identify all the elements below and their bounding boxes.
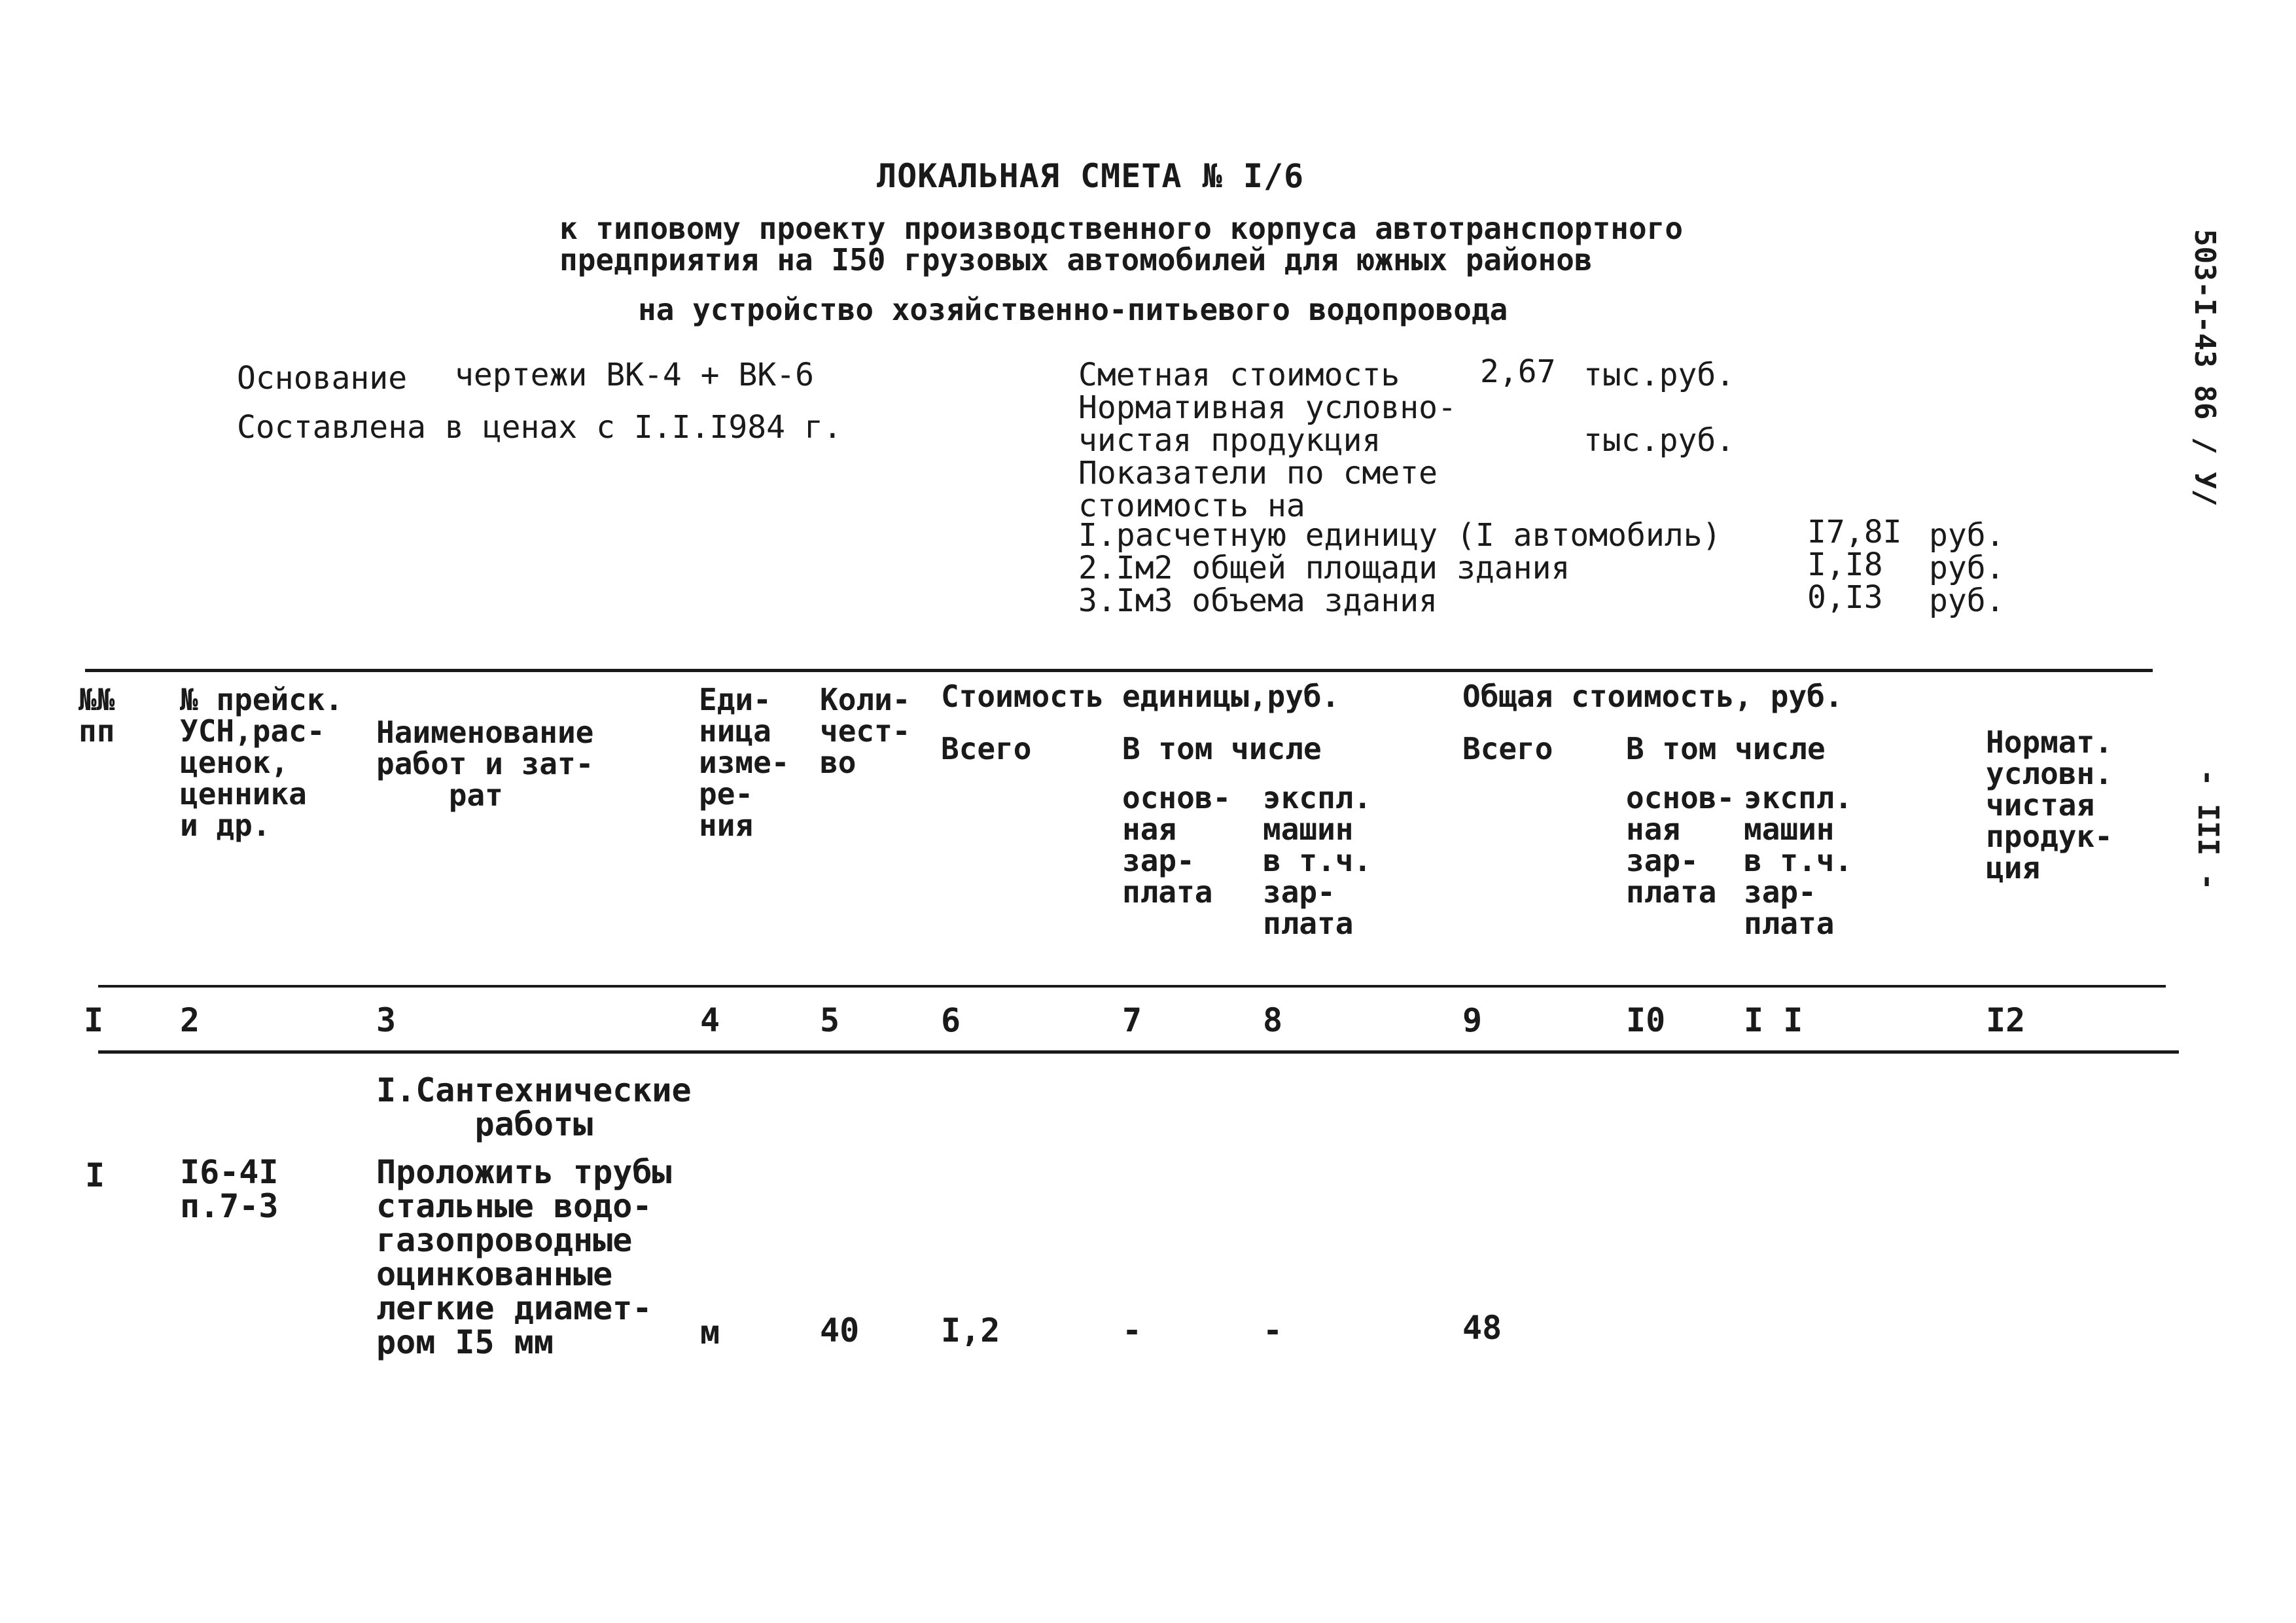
column-number: 7 bbox=[1122, 1001, 1142, 1039]
header-price-code: № прейск. УСН,рас- ценок, ценника и др. bbox=[180, 682, 344, 843]
row-unit-total: I,2 bbox=[941, 1311, 1000, 1349]
column-number: 3 bbox=[376, 1001, 397, 1039]
normative-line-1: Нормативная условно- bbox=[1078, 389, 1457, 426]
header-unit: Еди- ница изме- ре- ния bbox=[699, 682, 790, 843]
subtitle-line-2: предприятия на I50 грузовых автомобилей для южных районов bbox=[559, 242, 1593, 277]
header-row-number: №№ пп bbox=[79, 682, 115, 749]
header-total-wage: основ- ная зар- плата bbox=[1626, 780, 1735, 910]
column-number: I bbox=[84, 1001, 104, 1039]
indicator-unit: руб. bbox=[1929, 517, 2005, 554]
row-unit: м bbox=[700, 1313, 720, 1351]
header-total-cost: Общая стоимость, руб. bbox=[1462, 679, 1843, 714]
section-title: I.Сантехнические работы bbox=[376, 1071, 692, 1143]
subtitle-line-1: к типовому проекту производственного корпуса автотранспортного bbox=[559, 211, 1684, 246]
column-number: I I bbox=[1744, 1001, 1803, 1039]
indicator-value: 0,I3 bbox=[1807, 579, 1883, 616]
column-number: 4 bbox=[700, 1001, 720, 1039]
indicators-line-1: Показатели по смете bbox=[1078, 455, 1438, 491]
cost-label: Сметная стоимость bbox=[1078, 357, 1400, 393]
row-number: I bbox=[85, 1156, 105, 1194]
indicator-unit: руб. bbox=[1929, 582, 2005, 619]
indicator-value: I,I8 bbox=[1807, 546, 1883, 583]
header-unit-cost: Стоимость единицы,руб. bbox=[941, 679, 1340, 714]
column-number: I2 bbox=[1986, 1001, 2026, 1039]
document-title: ЛОКАЛЬНАЯ СМЕТА № I/6 bbox=[877, 157, 1305, 195]
header-work-name: Наименование работ и зат- рат bbox=[376, 715, 594, 813]
row-total-total: 48 bbox=[1462, 1309, 1502, 1347]
header-bottom-rule bbox=[98, 985, 2166, 988]
column-number: 8 bbox=[1263, 1001, 1283, 1039]
normative-line-2: чистая продукция bbox=[1078, 422, 1381, 459]
header-unit-wage: основ- ная зар- плата bbox=[1122, 780, 1231, 910]
header-unit-total: Всего bbox=[941, 731, 1032, 766]
basis-label: Основание bbox=[237, 360, 408, 397]
indicator-label: 2.Iм2 общей площади здания bbox=[1078, 550, 1570, 586]
row-unit-machines: - bbox=[1263, 1311, 1283, 1349]
column-number: 2 bbox=[180, 1001, 200, 1039]
column-number: 9 bbox=[1462, 1001, 1483, 1039]
header-total-included: В том числе bbox=[1626, 731, 1826, 766]
indicator-label: I.расчетную единицу (I автомобиль) bbox=[1078, 517, 1722, 554]
indicators-line-2: стоимость на bbox=[1078, 488, 1305, 524]
row-work-name: Проложить трубы стальные водо- газопроводные оцинкованные легкие диамет- ром I5 мм bbox=[376, 1153, 672, 1361]
column-number: 6 bbox=[941, 1001, 961, 1039]
cost-unit: тыс.руб. bbox=[1583, 357, 1735, 393]
normative-unit: тыс.руб. bbox=[1583, 422, 1735, 459]
table-top-rule bbox=[85, 669, 2153, 672]
header-total-machines: экспл. машин в т.ч. зар- плата bbox=[1744, 780, 1853, 941]
row-quantity: 40 bbox=[820, 1311, 860, 1349]
indicator-value: I7,8I bbox=[1807, 514, 1902, 550]
header-quantity: Коли- чест- во bbox=[820, 682, 911, 780]
header-total-total: Всего bbox=[1462, 731, 1553, 766]
row-unit-wage: - bbox=[1122, 1311, 1142, 1349]
header-net-product: Нормат. условн. чистая продук- ция bbox=[1986, 724, 2113, 885]
side-document-code: 503-I-43 86 / У/ bbox=[2188, 229, 2221, 507]
indicator-label: 3.Iм3 объема здания bbox=[1078, 582, 1438, 619]
header-unit-included: В том числе bbox=[1122, 731, 1322, 766]
column-number: 5 bbox=[820, 1001, 840, 1039]
cost-value: 2,67 bbox=[1480, 353, 1556, 390]
basis-value: чертежи ВК-4 + ВК-6 bbox=[455, 357, 815, 393]
subtitle-line-3: на устройство хозяйственно-питьевого водопровода bbox=[638, 292, 1508, 327]
indicator-unit: руб. bbox=[1929, 550, 2005, 586]
page-number: - III - bbox=[2191, 769, 2225, 891]
column-number: I0 bbox=[1626, 1001, 1666, 1039]
prices-note: Составлена в ценах с I.I.I984 г. bbox=[237, 409, 842, 446]
row-price-code: I6-4I п.7-3 bbox=[180, 1153, 279, 1225]
header-unit-machines: экспл. машин в т.ч. зар- плата bbox=[1263, 780, 1372, 941]
numbers-bottom-rule bbox=[98, 1050, 2179, 1054]
